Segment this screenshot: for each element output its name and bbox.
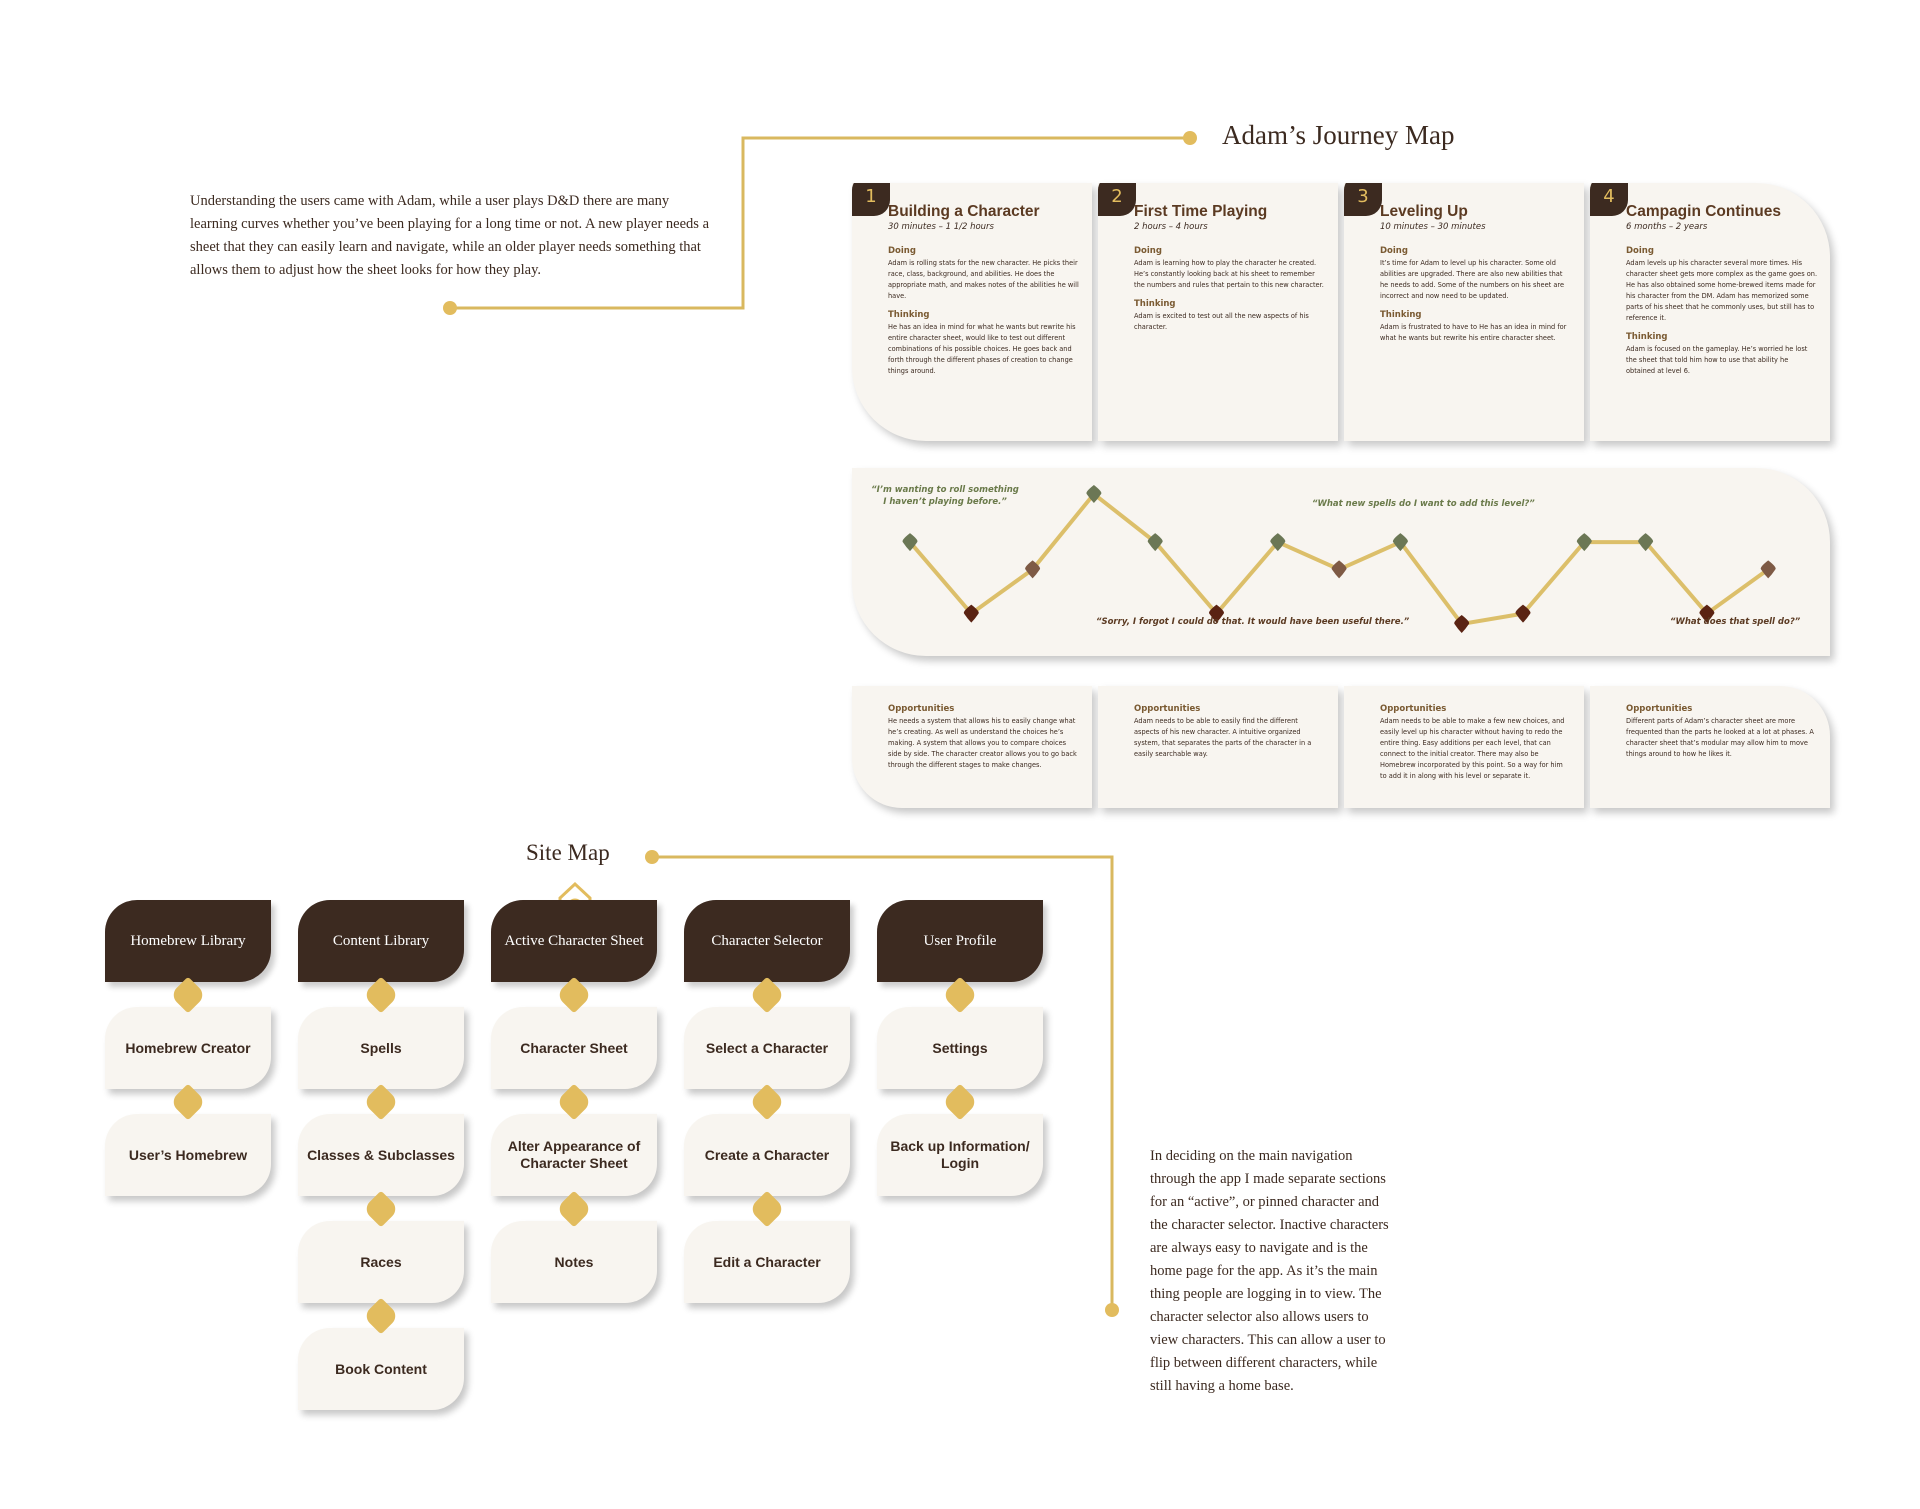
opportunity-content bbox=[1380, 704, 1570, 782]
sitemap-node-character-sheet[interactable]: Character Sheet bbox=[491, 1007, 657, 1089]
journey-connector-end-dot bbox=[1183, 131, 1197, 145]
stage-number-badge: 1 bbox=[852, 183, 890, 216]
stage-duration: 6 months – 2 years bbox=[1626, 222, 1708, 232]
sitemap-node-races[interactable]: Races bbox=[298, 1221, 464, 1303]
opportunity-card-4 bbox=[1590, 686, 1830, 808]
stage-duration: 30 minutes – 1 1/2 hours bbox=[888, 222, 994, 232]
opportunity-label: Opportunities bbox=[1626, 704, 1693, 714]
sitemap-node-classes-subclasses[interactable]: Classes & Subclasses bbox=[298, 1114, 464, 1196]
doing-label: Doing bbox=[1380, 246, 1408, 256]
stage-content bbox=[1380, 203, 1572, 344]
opportunity-card-2 bbox=[1098, 686, 1338, 808]
opportunity-label: Opportunities bbox=[888, 704, 955, 714]
thinking-text: Adam is excited to test out all the new aspects of his character. bbox=[1134, 312, 1309, 331]
doing-label: Doing bbox=[1626, 246, 1654, 256]
sitemap-node-homebrew-creator[interactable]: Homebrew Creator bbox=[105, 1007, 271, 1089]
thinking-text: Adam is frustrated to have to He has an idea in mind for what he wants but rewrite his entire character sheet. bbox=[1380, 323, 1567, 342]
stage-content bbox=[888, 203, 1080, 377]
sitemap-connector-end-dot bbox=[1105, 1303, 1119, 1317]
site-map-title: Site Map bbox=[526, 840, 610, 865]
stage-duration: 2 hours – 4 hours bbox=[1134, 222, 1208, 232]
doing-label: Doing bbox=[888, 246, 916, 256]
emotion-quote-2: “What new spells do I want to add this level?” bbox=[1312, 499, 1535, 509]
sitemap-node-alter-appearance[interactable]: Alter Appearance of Character Sheet bbox=[491, 1114, 657, 1196]
journey-map-title: Adam’s Journey Map bbox=[1222, 120, 1455, 150]
sitemap-header-active-character-sheet[interactable]: Active Character Sheet bbox=[491, 900, 657, 982]
doing-label: Doing bbox=[1134, 246, 1162, 256]
sitemap-node-select-a-character[interactable]: Select a Character bbox=[684, 1007, 850, 1089]
thinking-text: He has an idea in mind for what he wants but rewrite his entire character sheet, would like to test out different combinations of his possible choices. He goes back and forth through the different phases of creation to change things around. bbox=[888, 323, 1076, 375]
opportunity-text: Adam needs to be able to make a few new choices, and easily level up his character without having to redo the entire thing. Easy additions per each level, that can connect to the initial creator. There may also be Homebrew incorporated by this point. So a way for him to add it in along with his level or separate it. bbox=[1380, 717, 1565, 780]
emotion-quote-1: “I’m wanting to roll something I haven’t playing before.” bbox=[871, 485, 1019, 507]
stage-number-badge: 4 bbox=[1590, 183, 1628, 216]
sitemap-node-settings[interactable]: Settings bbox=[877, 1007, 1043, 1089]
stage-title: Leveling Up bbox=[1380, 203, 1468, 220]
stage-card-1 bbox=[852, 183, 1092, 441]
sitemap-node-spells[interactable]: Spells bbox=[298, 1007, 464, 1089]
sitemap-header-character-selector[interactable]: Character Selector bbox=[684, 900, 850, 982]
sitemap-node-notes[interactable]: Notes bbox=[491, 1221, 657, 1303]
stage-card-4 bbox=[1590, 183, 1830, 441]
opportunity-content bbox=[888, 704, 1078, 771]
stage-card-3 bbox=[1344, 183, 1584, 441]
sitemap-node-edit-a-character[interactable]: Edit a Character bbox=[684, 1221, 850, 1303]
emotion-quote-3: “Sorry, I forgot I could do that. It would have been useful there.” bbox=[1096, 617, 1410, 627]
navigation-explanation: In deciding on the main navigation through the app I made separate sections for an “active”, or pinned character and the character selector. Inactive characters are always easy to navigate and is the home page for the app. As it’s the main thing people are logging in to view. The character selector also allows users to view characters. This can allow a user to flip between different characters, while still having a home base. bbox=[1150, 1148, 1389, 1394]
opportunity-text: He needs a system that allows his to easily change what he’s creating. As well as understand the choices he’s making. A system that allows you to compare choices side by side. The character creator allows you to go back through the different stages to make changes. bbox=[888, 717, 1077, 769]
opportunity-card-3 bbox=[1344, 686, 1584, 808]
doing-text: Adam is learning how to play the character he created. He’s constantly looking back at his sheet to remember the numbers and rules that pertain to this new character. bbox=[1134, 259, 1324, 289]
sitemap-header-user-profile[interactable]: User Profile bbox=[877, 900, 1043, 982]
sitemap-node-backup-login[interactable]: Back up Information/ Login bbox=[877, 1114, 1043, 1196]
stage-title: First Time Playing bbox=[1134, 203, 1268, 220]
stage-title: Building a Character bbox=[888, 203, 1040, 220]
sitemap-connector-start-dot bbox=[645, 850, 659, 864]
sitemap-header-homebrew-library[interactable]: Homebrew Library bbox=[105, 900, 271, 982]
sitemap-node-create-a-character[interactable]: Create a Character bbox=[684, 1114, 850, 1196]
sitemap-node-book-content[interactable]: Book Content bbox=[298, 1328, 464, 1410]
thinking-label: Thinking bbox=[1626, 332, 1668, 342]
doing-text: It’s time for Adam to level up his character. Some old abilities are upgraded. There are also new abilities that he needs to add. Some of the numbers on his sheet are incorrect and now need to be updated. bbox=[1380, 259, 1565, 300]
stage-content bbox=[1626, 203, 1818, 377]
emotion-point bbox=[1332, 560, 1347, 578]
opportunity-card-1 bbox=[852, 686, 1092, 808]
doing-text: Adam levels up his character several more times. His character sheet gets more complex as the game goes on. He has also obtained some home-brewed items made for his character from the DM. Adam has memorized some parts of his sheet that he commonly uses, but still has to reference it. bbox=[1626, 259, 1818, 322]
opportunity-text: Different parts of Adam’s character sheet are more frequented than the parts he looked at a lot at phases. A character sheet that’s modular may allow him to move things around to how he likes it. bbox=[1626, 717, 1814, 758]
thinking-text: Adam is focused on the gameplay. He’s worried he lost the sheet that told him how to use that ability he obtained at level 6. bbox=[1626, 345, 1808, 375]
stage-number-badge: 2 bbox=[1098, 183, 1136, 216]
stage-card-2 bbox=[1098, 183, 1338, 441]
stage-content bbox=[1134, 203, 1326, 333]
sitemap-node-users-homebrew[interactable]: User’s Homebrew bbox=[105, 1114, 271, 1196]
opportunity-label: Opportunities bbox=[1134, 704, 1201, 714]
thinking-label: Thinking bbox=[888, 310, 930, 320]
stage-title: Campagin Continues bbox=[1626, 203, 1782, 220]
intro-paragraph: Understanding the users came with Adam, while a user plays D&D there are many learning curves whether you’ve been playing for a long time or not. A new player needs a sheet that they can easily learn and navigate, while an older player needs something that allows them to adjust how the sheet looks for how they play. bbox=[190, 193, 710, 278]
stage-duration: 10 minutes – 30 minutes bbox=[1380, 222, 1486, 232]
emotion-curve-panel bbox=[852, 468, 1830, 656]
emotion-quote-4: “What does that spell do?” bbox=[1670, 617, 1801, 627]
thinking-label: Thinking bbox=[1134, 299, 1176, 309]
thinking-label: Thinking bbox=[1380, 310, 1422, 320]
sitemap-header-content-library[interactable]: Content Library bbox=[298, 900, 464, 982]
stage-number-badge: 3 bbox=[1344, 183, 1382, 216]
journey-connector-start-dot bbox=[443, 301, 457, 315]
doing-text: Adam is rolling stats for the new character. He picks their race, class, background, and abilities. He does the appropriate math, and makes notes of the abilities he will have. bbox=[888, 259, 1079, 300]
opportunity-text: Adam needs to be able to easily find the different aspects of his new character. A intuitive organized system, that separates the parts of the character in a easily searchable way. bbox=[1134, 717, 1312, 758]
opportunity-content bbox=[1134, 704, 1324, 760]
emotion-point bbox=[1761, 560, 1776, 578]
emotion-line bbox=[910, 494, 1768, 624]
opportunity-label: Opportunities bbox=[1380, 704, 1447, 714]
opportunity-content bbox=[1626, 704, 1816, 760]
